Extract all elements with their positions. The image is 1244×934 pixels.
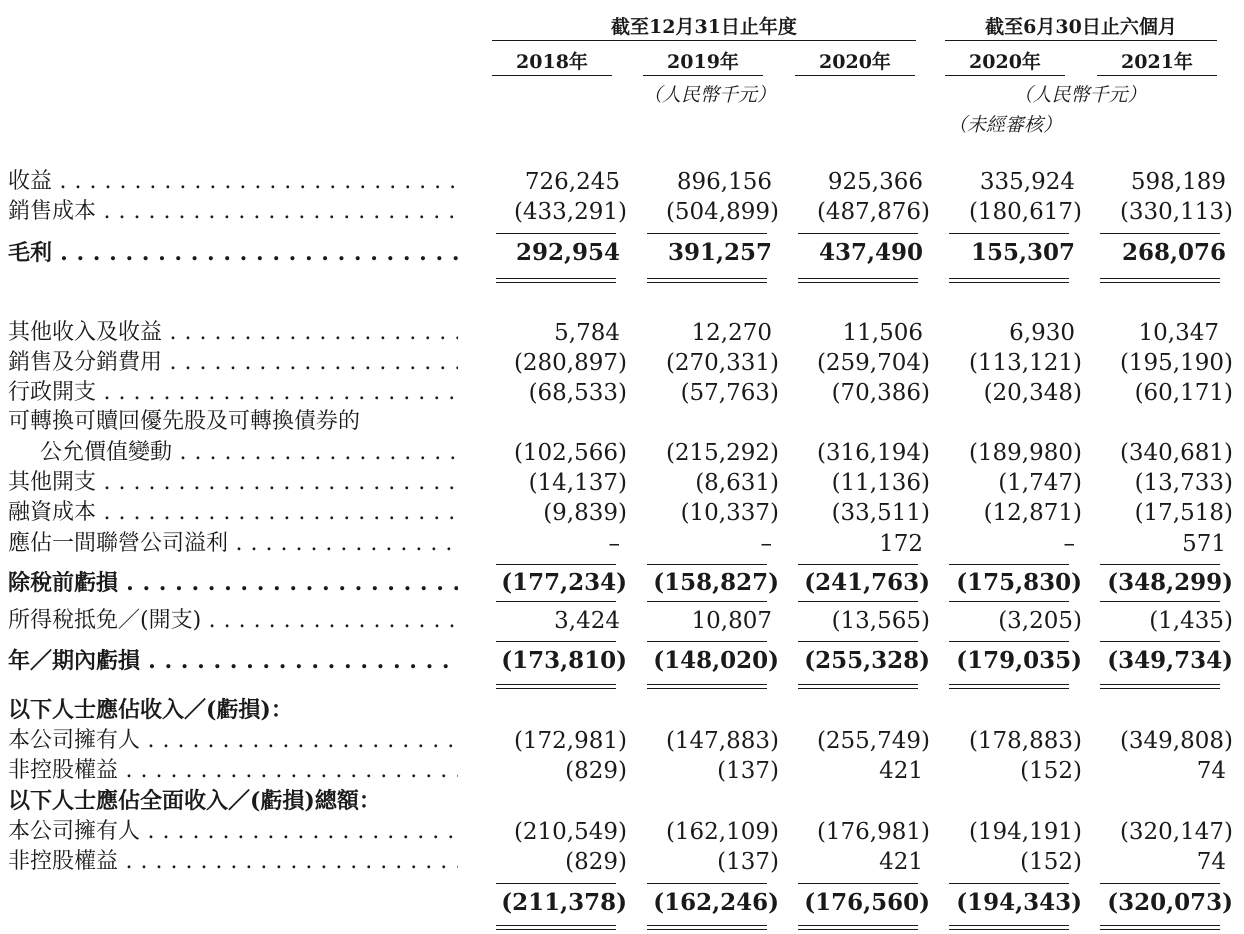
double-rule: [798, 278, 918, 283]
cell: (1,435): [1149, 608, 1233, 634]
row-total-comprehensive: [0, 888, 1244, 918]
cell: 10,807: [691, 608, 772, 634]
cell: (180,617): [968, 199, 1082, 225]
header-year-2020-interim: 2020年: [969, 51, 1041, 73]
row-attributable-heading: [0, 695, 1244, 725]
header-year-2018: 2018年: [516, 51, 588, 73]
row-label: 本公司擁有人 . . .: [8, 726, 458, 756]
cell: (194,191): [968, 819, 1082, 845]
cell: 726,245: [524, 169, 620, 195]
cell: (433,291): [513, 199, 627, 225]
cell: (68,533): [528, 380, 627, 406]
rule-tax: [949, 601, 1069, 602]
cell: (12,871): [983, 500, 1082, 526]
row-label: 其他收入及收益 . . .: [8, 318, 458, 348]
rule-gross: [798, 233, 918, 234]
header-group-annual: 截至12月31日止年度: [611, 16, 797, 38]
cell: 268,076: [1121, 239, 1226, 266]
cell: (270,331): [665, 350, 779, 376]
row-finance-costs: [0, 498, 1244, 528]
row-label: 除稅前虧損 . . .: [8, 568, 458, 598]
header-year-2021-interim: 2021年: [1121, 51, 1193, 73]
cell: 421: [879, 849, 923, 875]
cell: (189,980): [968, 440, 1082, 466]
rule-pretax: [949, 564, 1069, 565]
rule-gross: [496, 233, 616, 234]
cell: (152): [1020, 758, 1082, 784]
row-label: 可轉換可贖回優先股及可轉換債券的: [8, 409, 361, 434]
cell: (10,337): [680, 500, 779, 526]
row-label: 銷售成本 . . .: [8, 197, 458, 227]
rule-pretax: [1100, 564, 1220, 565]
cell: 10,347: [1138, 320, 1219, 346]
cell: (178,883): [968, 728, 1082, 754]
cell: (113,121): [968, 350, 1082, 376]
double-rule: [1100, 925, 1220, 930]
cell: (210,549): [513, 819, 627, 845]
cell: –: [760, 531, 772, 557]
double-rule: [798, 684, 918, 689]
cell: (194,343): [956, 889, 1082, 916]
double-rule: [1100, 278, 1220, 283]
rule-total: [496, 883, 616, 884]
currency-note-interim: （人民幣千元）: [1013, 84, 1147, 106]
rule-tax: [798, 601, 918, 602]
double-rule: [496, 278, 616, 283]
row-label: 行政開支 . . .: [8, 378, 458, 408]
row-other-income: [0, 318, 1244, 348]
row-cost-of-sales: [0, 197, 1244, 227]
row-label: 毛利 . . .: [8, 238, 458, 268]
cell: 571: [1182, 531, 1226, 557]
row-loss-for-period: [0, 646, 1244, 676]
rule-total: [798, 883, 918, 884]
rule-pretax: [496, 564, 616, 565]
cell: (20,348): [983, 380, 1082, 406]
cell: 335,924: [979, 169, 1075, 195]
cell: 12,270: [691, 320, 772, 346]
cell: (241,763): [804, 569, 930, 596]
cell: (60,171): [1134, 380, 1233, 406]
rule-tax: [496, 601, 616, 602]
header-group-interim-rule: [945, 40, 1217, 41]
cell: 11,506: [842, 320, 923, 346]
rule-tax: [1100, 601, 1220, 602]
rule-loss: [949, 641, 1069, 642]
currency-note-annual: （人民幣千元）: [643, 84, 777, 106]
rule-gross: [1100, 233, 1220, 234]
rule-loss: [1100, 641, 1220, 642]
rule-loss: [798, 641, 918, 642]
cell: 292,954: [515, 239, 620, 266]
row-label: 其他開支 . . .: [8, 468, 458, 498]
cell: (255,749): [816, 728, 930, 754]
double-rule: [647, 925, 767, 930]
cell: 391,257: [667, 239, 772, 266]
cell: –: [1063, 531, 1075, 557]
cell: 74: [1196, 758, 1226, 784]
cell: (152): [1020, 849, 1082, 875]
cell: (829): [565, 758, 627, 784]
cell: 6,930: [1009, 320, 1075, 346]
double-rule: [496, 925, 616, 930]
cell: 155,307: [970, 239, 1075, 266]
cell: (172,981): [513, 728, 627, 754]
cell: (349,808): [1119, 728, 1233, 754]
cell: (320,073): [1107, 889, 1233, 916]
row-non-controlling-comprehensive: [0, 847, 1244, 877]
rule-gross: [949, 233, 1069, 234]
year-rule-4: [1097, 75, 1217, 76]
cell: 598,189: [1130, 169, 1226, 195]
rule-pretax: [647, 564, 767, 565]
cell: (3,205): [998, 608, 1082, 634]
rule-total: [949, 883, 1069, 884]
row-label: 以下人士應佔收入／(虧損)：: [8, 697, 293, 723]
cell: (487,876): [816, 199, 930, 225]
cell: (162,109): [665, 819, 779, 845]
rule-tax: [647, 601, 767, 602]
year-rule-0: [492, 75, 612, 76]
row-loss-before-tax: [0, 568, 1244, 598]
rule-total: [1100, 883, 1220, 884]
row-label: 收益 . . .: [8, 167, 458, 197]
cell: (340,681): [1119, 440, 1233, 466]
cell: 3,424: [554, 608, 620, 634]
rule-loss: [496, 641, 616, 642]
cell: (70,386): [831, 380, 930, 406]
cell: 437,490: [818, 239, 923, 266]
cell: (175,830): [956, 569, 1082, 596]
double-rule: [496, 684, 616, 689]
cell: (173,810): [501, 647, 627, 674]
cell: 896,156: [676, 169, 772, 195]
row-owners-comprehensive: [0, 817, 1244, 847]
cell: (349,734): [1107, 647, 1233, 674]
cell: (255,328): [804, 647, 930, 674]
double-rule: [647, 684, 767, 689]
rule-total: [647, 883, 767, 884]
cell: 925,366: [827, 169, 923, 195]
cell: (280,897): [513, 350, 627, 376]
cell: (162,246): [653, 889, 779, 916]
rule-pretax: [798, 564, 918, 565]
row-label: 融資成本 . . .: [8, 498, 458, 528]
year-rule-3: [945, 75, 1065, 76]
row-label: 非控股權益 . . .: [8, 847, 458, 877]
cell: (176,560): [804, 889, 930, 916]
cell: (33,511): [831, 500, 930, 526]
double-rule: [1100, 684, 1220, 689]
double-rule: [949, 925, 1069, 930]
cell: (148,020): [653, 647, 779, 674]
cell: (8,631): [695, 470, 779, 496]
double-rule: [949, 684, 1069, 689]
row-associate-profit: [0, 529, 1244, 559]
row-other-expenses: [0, 468, 1244, 498]
row-label: 年／期內虧損 . . .: [8, 646, 458, 676]
rule-loss: [647, 641, 767, 642]
cell: (1,747): [998, 470, 1082, 496]
cell: 5,784: [554, 320, 620, 346]
cell: 172: [879, 531, 923, 557]
row-fair-value-changes: [0, 438, 1244, 468]
cell: (137): [717, 849, 779, 875]
row-label: 以下人士應佔全面收入／(虧損)總額：: [8, 788, 381, 814]
cell: (320,147): [1119, 819, 1233, 845]
cell: (57,763): [680, 380, 779, 406]
row-owners: [0, 726, 1244, 756]
row-label: 本公司擁有人 . . .: [8, 817, 458, 847]
year-rule-2: [795, 75, 915, 76]
cell: (11,136): [831, 470, 930, 496]
row-selling-expenses: [0, 348, 1244, 378]
cell: (259,704): [816, 350, 930, 376]
row-fair-value-heading: [0, 407, 1244, 437]
row-revenue: [0, 167, 1244, 197]
cell: (504,899): [665, 199, 779, 225]
cell: (147,883): [665, 728, 779, 754]
row-label: 公允價值變動 . . .: [40, 438, 458, 468]
cell: (158,827): [653, 569, 779, 596]
cell: (316,194): [816, 440, 930, 466]
row-label: 所得稅抵免／(開支) . . .: [8, 606, 458, 636]
unaudited-note: （未經審核）: [947, 114, 1062, 136]
row-non-controlling: [0, 756, 1244, 786]
cell: (137): [717, 758, 779, 784]
header-group-annual-rule: [492, 40, 916, 41]
header-year-2020: 2020年: [819, 51, 891, 73]
cell: (179,035): [956, 647, 1082, 674]
cell: (13,565): [831, 608, 930, 634]
cell: (348,299): [1107, 569, 1233, 596]
header-group-interim: 截至6月30日止六個月: [985, 16, 1177, 38]
row-label: 非控股權益 . . .: [8, 756, 458, 786]
row-gross-profit: [0, 238, 1244, 268]
double-rule: [798, 925, 918, 930]
cell: (211,378): [501, 889, 627, 916]
cell: (829): [565, 849, 627, 875]
cell: (176,981): [816, 819, 930, 845]
cell: (17,518): [1134, 500, 1233, 526]
row-comprehensive-heading: [0, 786, 1244, 816]
cell: (9,839): [543, 500, 627, 526]
row-income-tax: [0, 606, 1244, 636]
cell: (330,113): [1119, 199, 1233, 225]
cell: (177,234): [501, 569, 627, 596]
cell: (102,566): [513, 440, 627, 466]
row-admin-expenses: [0, 378, 1244, 408]
cell: (195,190): [1119, 350, 1233, 376]
header-year-2019: 2019年: [667, 51, 739, 73]
row-label: 應佔一間聯營公司溢利 . . .: [8, 529, 458, 559]
cell: (14,137): [528, 470, 627, 496]
cell: –: [608, 531, 620, 557]
cell: (13,733): [1134, 470, 1233, 496]
cell: 421: [879, 758, 923, 784]
rule-gross: [647, 233, 767, 234]
double-rule: [949, 278, 1069, 283]
row-label: 銷售及分銷費用 . . .: [8, 348, 458, 378]
year-rule-1: [643, 75, 763, 76]
cell: 74: [1196, 849, 1226, 875]
double-rule: [647, 278, 767, 283]
cell: (215,292): [665, 440, 779, 466]
